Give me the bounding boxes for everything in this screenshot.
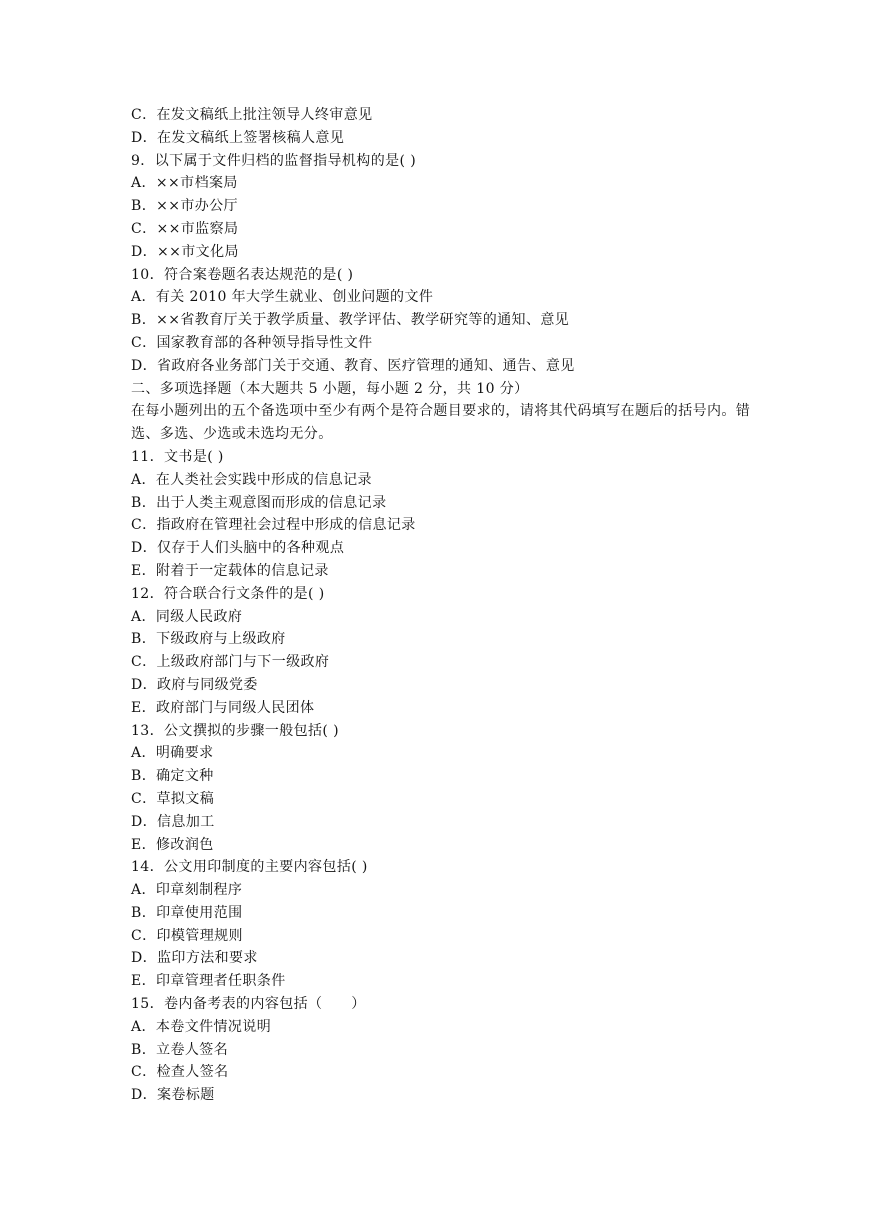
question-stem: 13．公文撰拟的步骤一般包括( ) xyxy=(131,722,339,739)
question-stem: 12．符合联合行文条件的是( ) xyxy=(131,585,325,602)
option-line: A．××市档案局 xyxy=(131,175,238,192)
option-line: E．附着于一定载体的信息记录 xyxy=(131,562,329,579)
option-line: D．监印方法和要求 xyxy=(131,950,258,967)
option-line: D．在发文稿纸上签署核稿人意见 xyxy=(131,129,345,146)
section-heading: 二、多项选择题（本大题共 5 小题，每小题 2 分，共 10 分） xyxy=(131,380,529,397)
option-line: E．印章管理者任职条件 xyxy=(131,973,286,990)
question-stem: 10．符合案卷题名表达规范的是( ) xyxy=(131,266,354,283)
option-line: C．上级政府部门与下一级政府 xyxy=(131,654,330,671)
exam-page xyxy=(131,104,751,1107)
option-line: A．有关 2010 年大学生就业、创业问题的文件 xyxy=(131,289,434,306)
option-line: D．省政府各业务部门关于交通、教育、医疗管理的通知、通告、意见 xyxy=(131,357,575,374)
question-stem: 15．卷内备考表的内容包括（ ） xyxy=(131,996,366,1013)
option-line: C．草拟文稿 xyxy=(131,790,215,807)
option-line: D．信息加工 xyxy=(131,813,215,830)
option-line: A．在人类社会实践中形成的信息记录 xyxy=(131,471,372,488)
option-line: C．××市监察局 xyxy=(131,220,239,237)
option-line: B．××省教育厅关于教学质量、教学评估、教学研究等的通知、意见 xyxy=(131,312,570,329)
option-line: B．××市办公厅 xyxy=(131,198,238,215)
option-line: B．下级政府与上级政府 xyxy=(131,631,286,648)
option-line: C．印模管理规则 xyxy=(131,927,243,944)
option-line: B．立卷人签名 xyxy=(131,1041,229,1058)
option-line: B．出于人类主观意图而形成的信息记录 xyxy=(131,494,387,511)
question-stem: 14．公文用印制度的主要内容包括( ) xyxy=(131,859,368,876)
option-line: C．检查人签名 xyxy=(131,1064,229,1081)
question-stem: 11．文书是( ) xyxy=(131,448,224,465)
question-stem: 9．以下属于文件归档的监督指导机构的是( ) xyxy=(131,152,417,169)
option-line: D．仅存于人们头脑中的各种观点 xyxy=(131,540,345,557)
option-line: C．指政府在管理社会过程中形成的信息记录 xyxy=(131,517,416,534)
option-line: B．确定文种 xyxy=(131,768,214,785)
option-line: A．明确要求 xyxy=(131,745,214,762)
section-instructions: 在每小题列出的五个备选项中至少有两个是符合题目要求的，请将其代码填写在题后的括号内。错选、多选、少选或未选均无分。 xyxy=(131,403,751,443)
option-line: C．在发文稿纸上批注领导人终审意见 xyxy=(131,107,373,123)
option-line: A．印章刻制程序 xyxy=(131,882,243,899)
option-line: E．修改润色 xyxy=(131,836,214,853)
option-line: D．××市文化局 xyxy=(131,243,239,260)
option-line: C．国家教育部的各种领导指导性文件 xyxy=(131,334,373,351)
option-line: E．政府部门与同级人民团体 xyxy=(131,699,315,716)
option-line: A．本卷文件情况说明 xyxy=(131,1018,272,1035)
option-line: B．印章使用范围 xyxy=(131,904,243,921)
option-line: D．政府与同级党委 xyxy=(131,676,258,693)
option-line: A．同级人民政府 xyxy=(131,608,243,625)
option-line: D．案卷标题 xyxy=(131,1087,215,1104)
